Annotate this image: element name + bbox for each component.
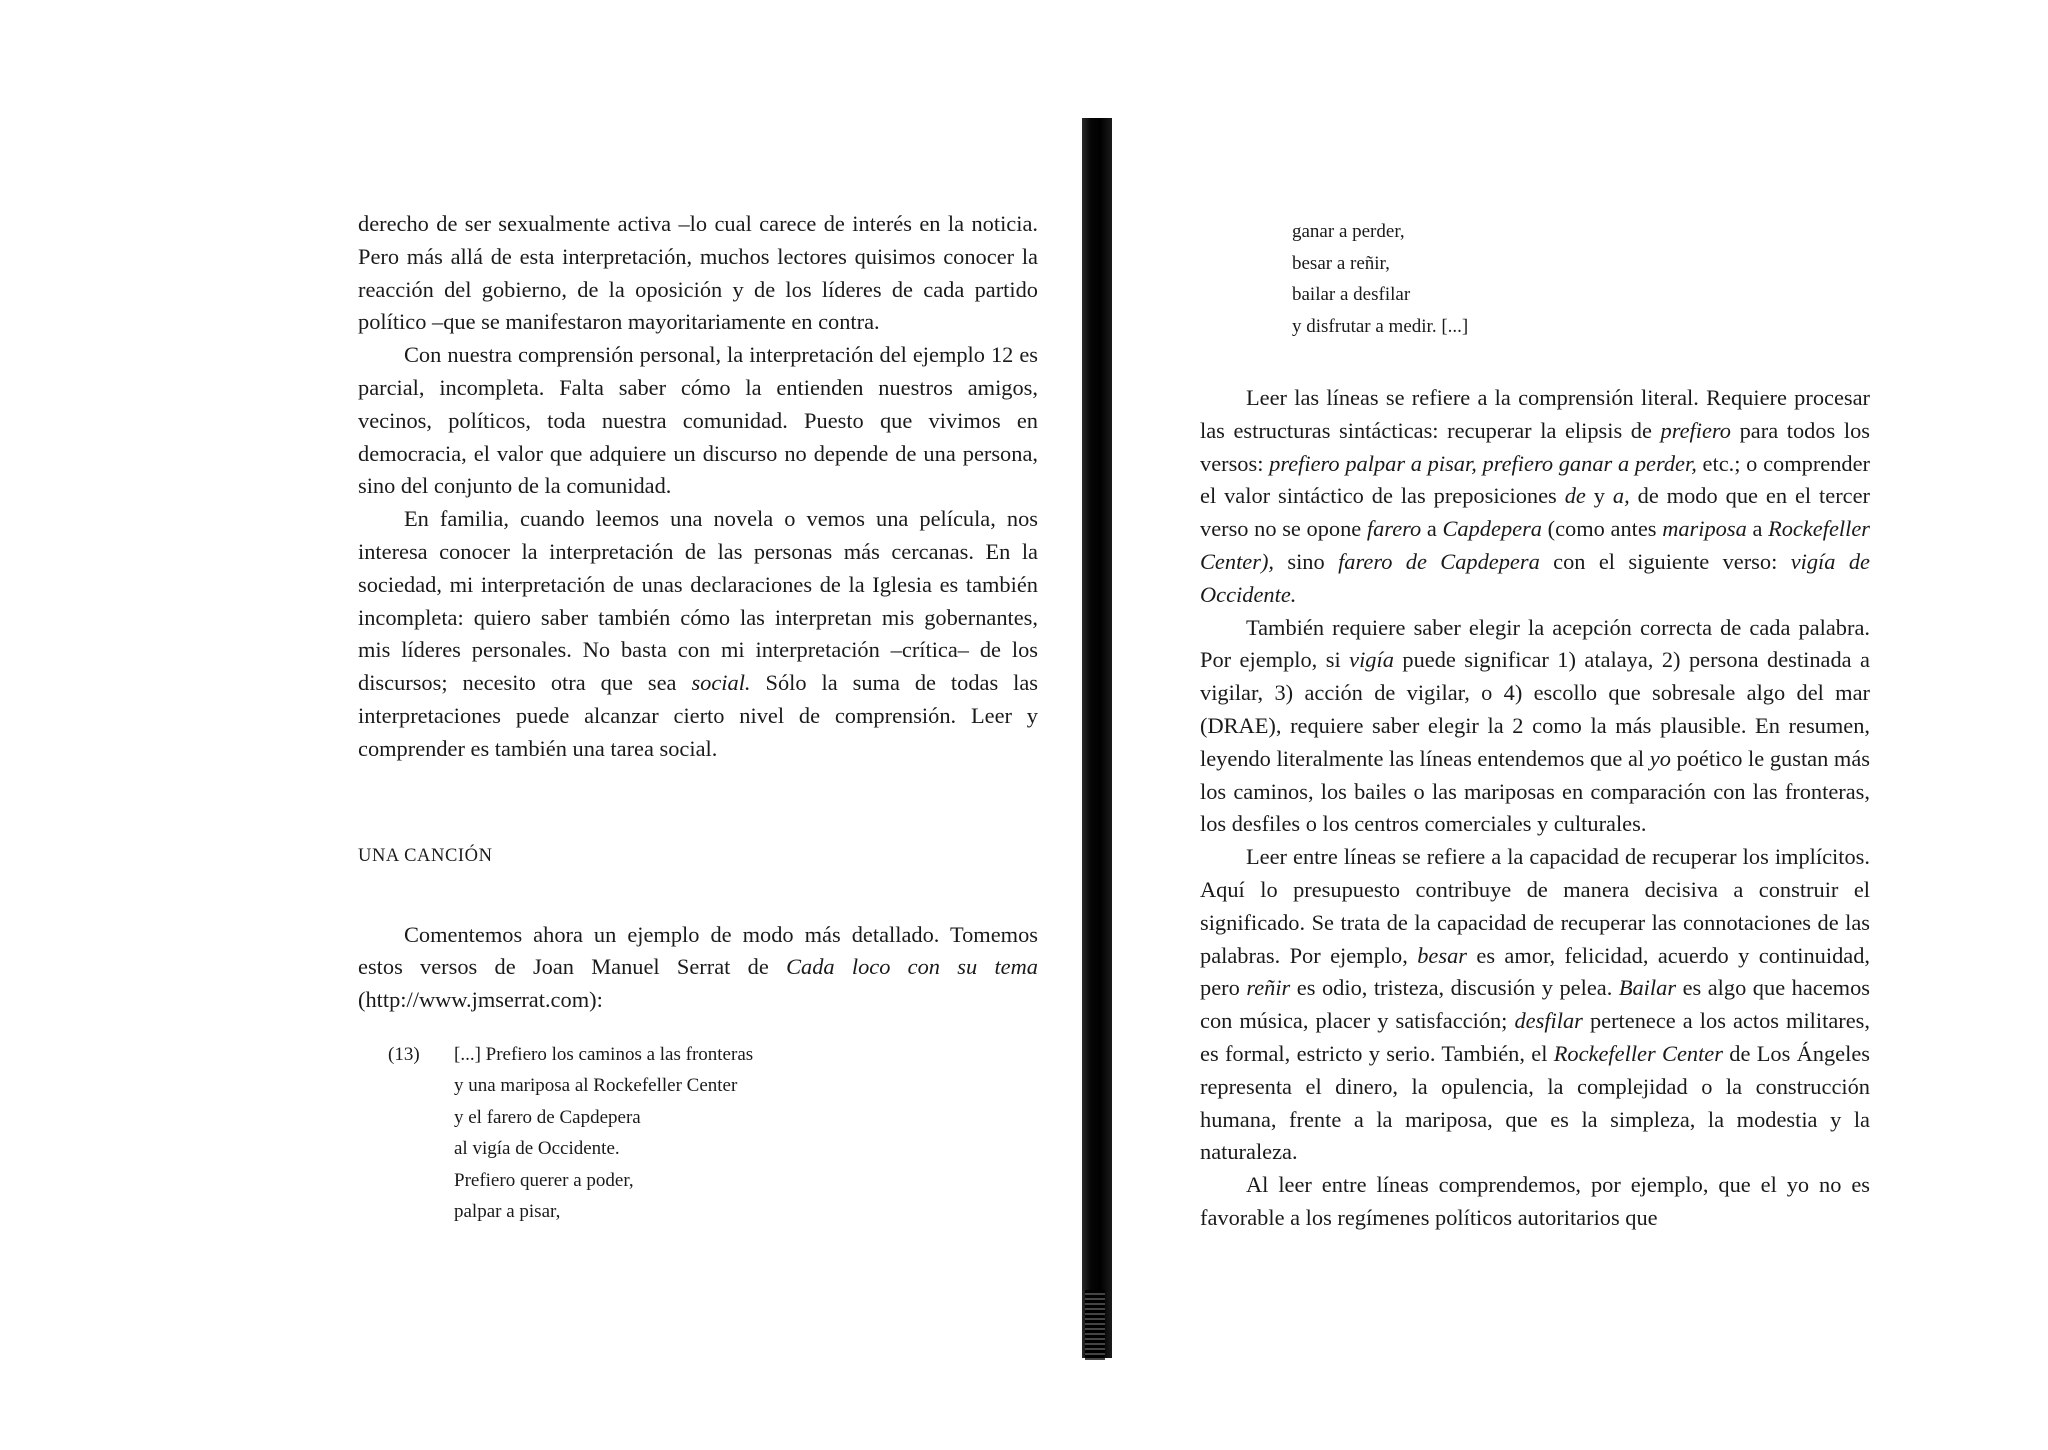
italic-run: farero (1366, 516, 1422, 542)
italic-run: vigía de Occidente. (1200, 548, 1870, 607)
text-run: Leer entre líneas se refiere a la capacidad de recuperar los implícitos. Aquí lo presupuesto contribuye de manera decisiva a construir el significado. Se trata de la capacidad de recuperar las connotaciones de las palabras. Por ejemplo, (1200, 844, 1870, 968)
italic-run: farero de Capdepera (1338, 548, 1540, 574)
section-title: UNA CANCIÓN (358, 845, 493, 866)
right-page (1200, 208, 1870, 1235)
left-paragraph-3-italic: social. (691, 670, 751, 696)
verse-line: palpar a pisar, (454, 1201, 561, 1223)
text-run: poético le gustan más los caminos, los bailes o las mariposas en comparación con las fronteras, los desfiles o los centros comerciales y culturales. (1200, 745, 1870, 837)
text-run: de modo que en el tercer verso no se opone (1200, 483, 1870, 542)
italic-run: Capdepera (1442, 516, 1542, 542)
italic-run: Bailar (1618, 975, 1677, 1001)
left-paragraph-3-text-b: Sólo la suma de todas las interpretaciones puede alcanzar cierto nivel de comprensión. Leer y comprender es también una tarea social. (358, 670, 1039, 761)
text-run: y (1585, 483, 1613, 509)
right-paragraph-2 (1200, 612, 1870, 842)
gutter-edge (1085, 1290, 1105, 1360)
italic-run: a, (1612, 483, 1630, 509)
text-run: de Los Ángeles representa el dinero, la opulencia, la complejidad o la construcción humana, frente a la mariposa, que es la simpleza, la modestia y la naturaleza. (1200, 1040, 1870, 1165)
text-run: puede significar 1) atalaya, 2) persona destinada a vigilar, 3) acción de vigilar, o 4) escollo que sobresale algo del mar (DRAE), requiere saber elegir la 2 como la más plausible. En resumen, leyendo literalmente las líneas entendemos que al (1200, 647, 1870, 771)
italic-run: besar (1417, 942, 1467, 968)
text-run: pertenece a los actos militares, es formal, estricto y serio. También, el (1200, 1008, 1870, 1066)
example-13 (388, 1039, 1038, 1228)
intro-text-a: Comentemos ahora un ejemplo de modo más detallado. Tomemos estos versos de Joan Manuel Serrat de (358, 921, 1038, 980)
book-gutter-shadow (1082, 118, 1112, 1358)
text-run: con el siguiente verso: (1539, 548, 1791, 574)
right-paragraph-4: Al leer entre líneas comprendemos, por ejemplo, que el yo no es favorable a los regímenes políticos autoritarios que (1200, 1172, 1870, 1230)
right-paragraph-3 (1200, 841, 1870, 1169)
italic-run: de (1564, 483, 1586, 509)
italic-run: Rockefeller Center (1553, 1040, 1723, 1066)
verse-line: y el farero de Capdepera (454, 1106, 641, 1128)
text-run: sino (1274, 548, 1339, 574)
left-paragraph-3 (358, 503, 1038, 765)
example-number: (13) (388, 1043, 420, 1065)
verse-line: bailar a desfilar (1292, 284, 1411, 305)
text-run: a (1746, 516, 1769, 542)
right-paragraph-1 (1200, 382, 1870, 612)
italic-run: vigía (1349, 647, 1394, 673)
left-paragraph-3-text-a: En familia, cuando leemos una novela o vemos una película, nos interesa conocer la interpretación de las personas más cercanas. En la sociedad, mi interpretación de unas declaraciones de la Iglesia es también incompleta: quiero saber también cómo las interpretan mis gobernantes, mis líderes personales. No basta con mi interpretación –crítica– de los discursos; necesito otra que sea (358, 506, 1038, 696)
verse-line: al vigía de Occidente. (454, 1138, 620, 1160)
example-verses-continued (1292, 216, 1870, 342)
intro-text-b: (http://www.jmserrat.com): (358, 987, 603, 1013)
text-run: (como antes (1542, 516, 1663, 542)
left-paragraph-1: derecho de ser sexualmente activa –lo cual carece de interés en la noticia. Pero más allá de esta interpretación, muchos lectores quisimos conocer la reacción del gobierno, de la oposición y de los líderes de cada partido político –que se manifestaron mayoritariamente en contra. (358, 211, 1038, 335)
italic-run: desfilar (1514, 1008, 1583, 1034)
verse-line: y disfrutar a medir. [...] (1292, 315, 1469, 337)
italic-run: prefiero (1660, 417, 1732, 443)
left-page (358, 208, 1038, 1228)
intro-paragraph (358, 919, 1038, 1017)
verse-line: besar a reñir, (1292, 252, 1390, 274)
verse-line: ganar a perder, (1292, 221, 1405, 242)
text-run: También requiere saber elegir la acepción correcta de cada palabra. Por ejemplo, si (1200, 614, 1870, 673)
example-verses (454, 1039, 753, 1228)
italic-run: Rockefeller Center), (1200, 516, 1871, 574)
text-run: es algo que hacemos con música, placer y satisfacción; (1200, 975, 1870, 1034)
text-run: para todos los versos: (1200, 417, 1870, 476)
text-run: a (1421, 516, 1443, 542)
text-run: es amor, felicidad, acuerdo y continuidad, pero (1200, 942, 1871, 1001)
verse-line: Prefiero querer a poder, (454, 1169, 634, 1191)
verse-line: [...] Prefiero los caminos a las fronteras (454, 1043, 754, 1065)
verse-line: y una mariposa al Rockefeller Center (454, 1075, 738, 1097)
italic-run: mariposa (1662, 516, 1747, 542)
text-run: es odio, tristeza, discusión y pelea. (1290, 975, 1619, 1001)
left-paragraph-2: Con nuestra comprensión personal, la interpretación del ejemplo 12 es parcial, incompleta. Falta saber cómo la entienden nuestros amigos, vecinos, políticos, toda nuestra comunidad. Puesto que vivimos en democracia, el valor que adquiere un discurso no depende de una persona, sino del conjunto de la comunidad. (358, 342, 1038, 499)
italic-run: prefiero palpar a pisar, prefiero ganar a perder, (1269, 450, 1697, 476)
italic-run: yo (1649, 745, 1671, 771)
text-run: Leer las líneas se refiere a la comprensión literal. Requiere procesar las estructuras sintácticas: recuperar la elipsis de (1200, 385, 1870, 443)
italic-run: reñir (1246, 975, 1291, 1001)
intro-song-title: Cada loco con su tema (786, 954, 1038, 980)
text-run: etc.; o comprender el valor sintáctico de las preposiciones (1200, 450, 1871, 509)
